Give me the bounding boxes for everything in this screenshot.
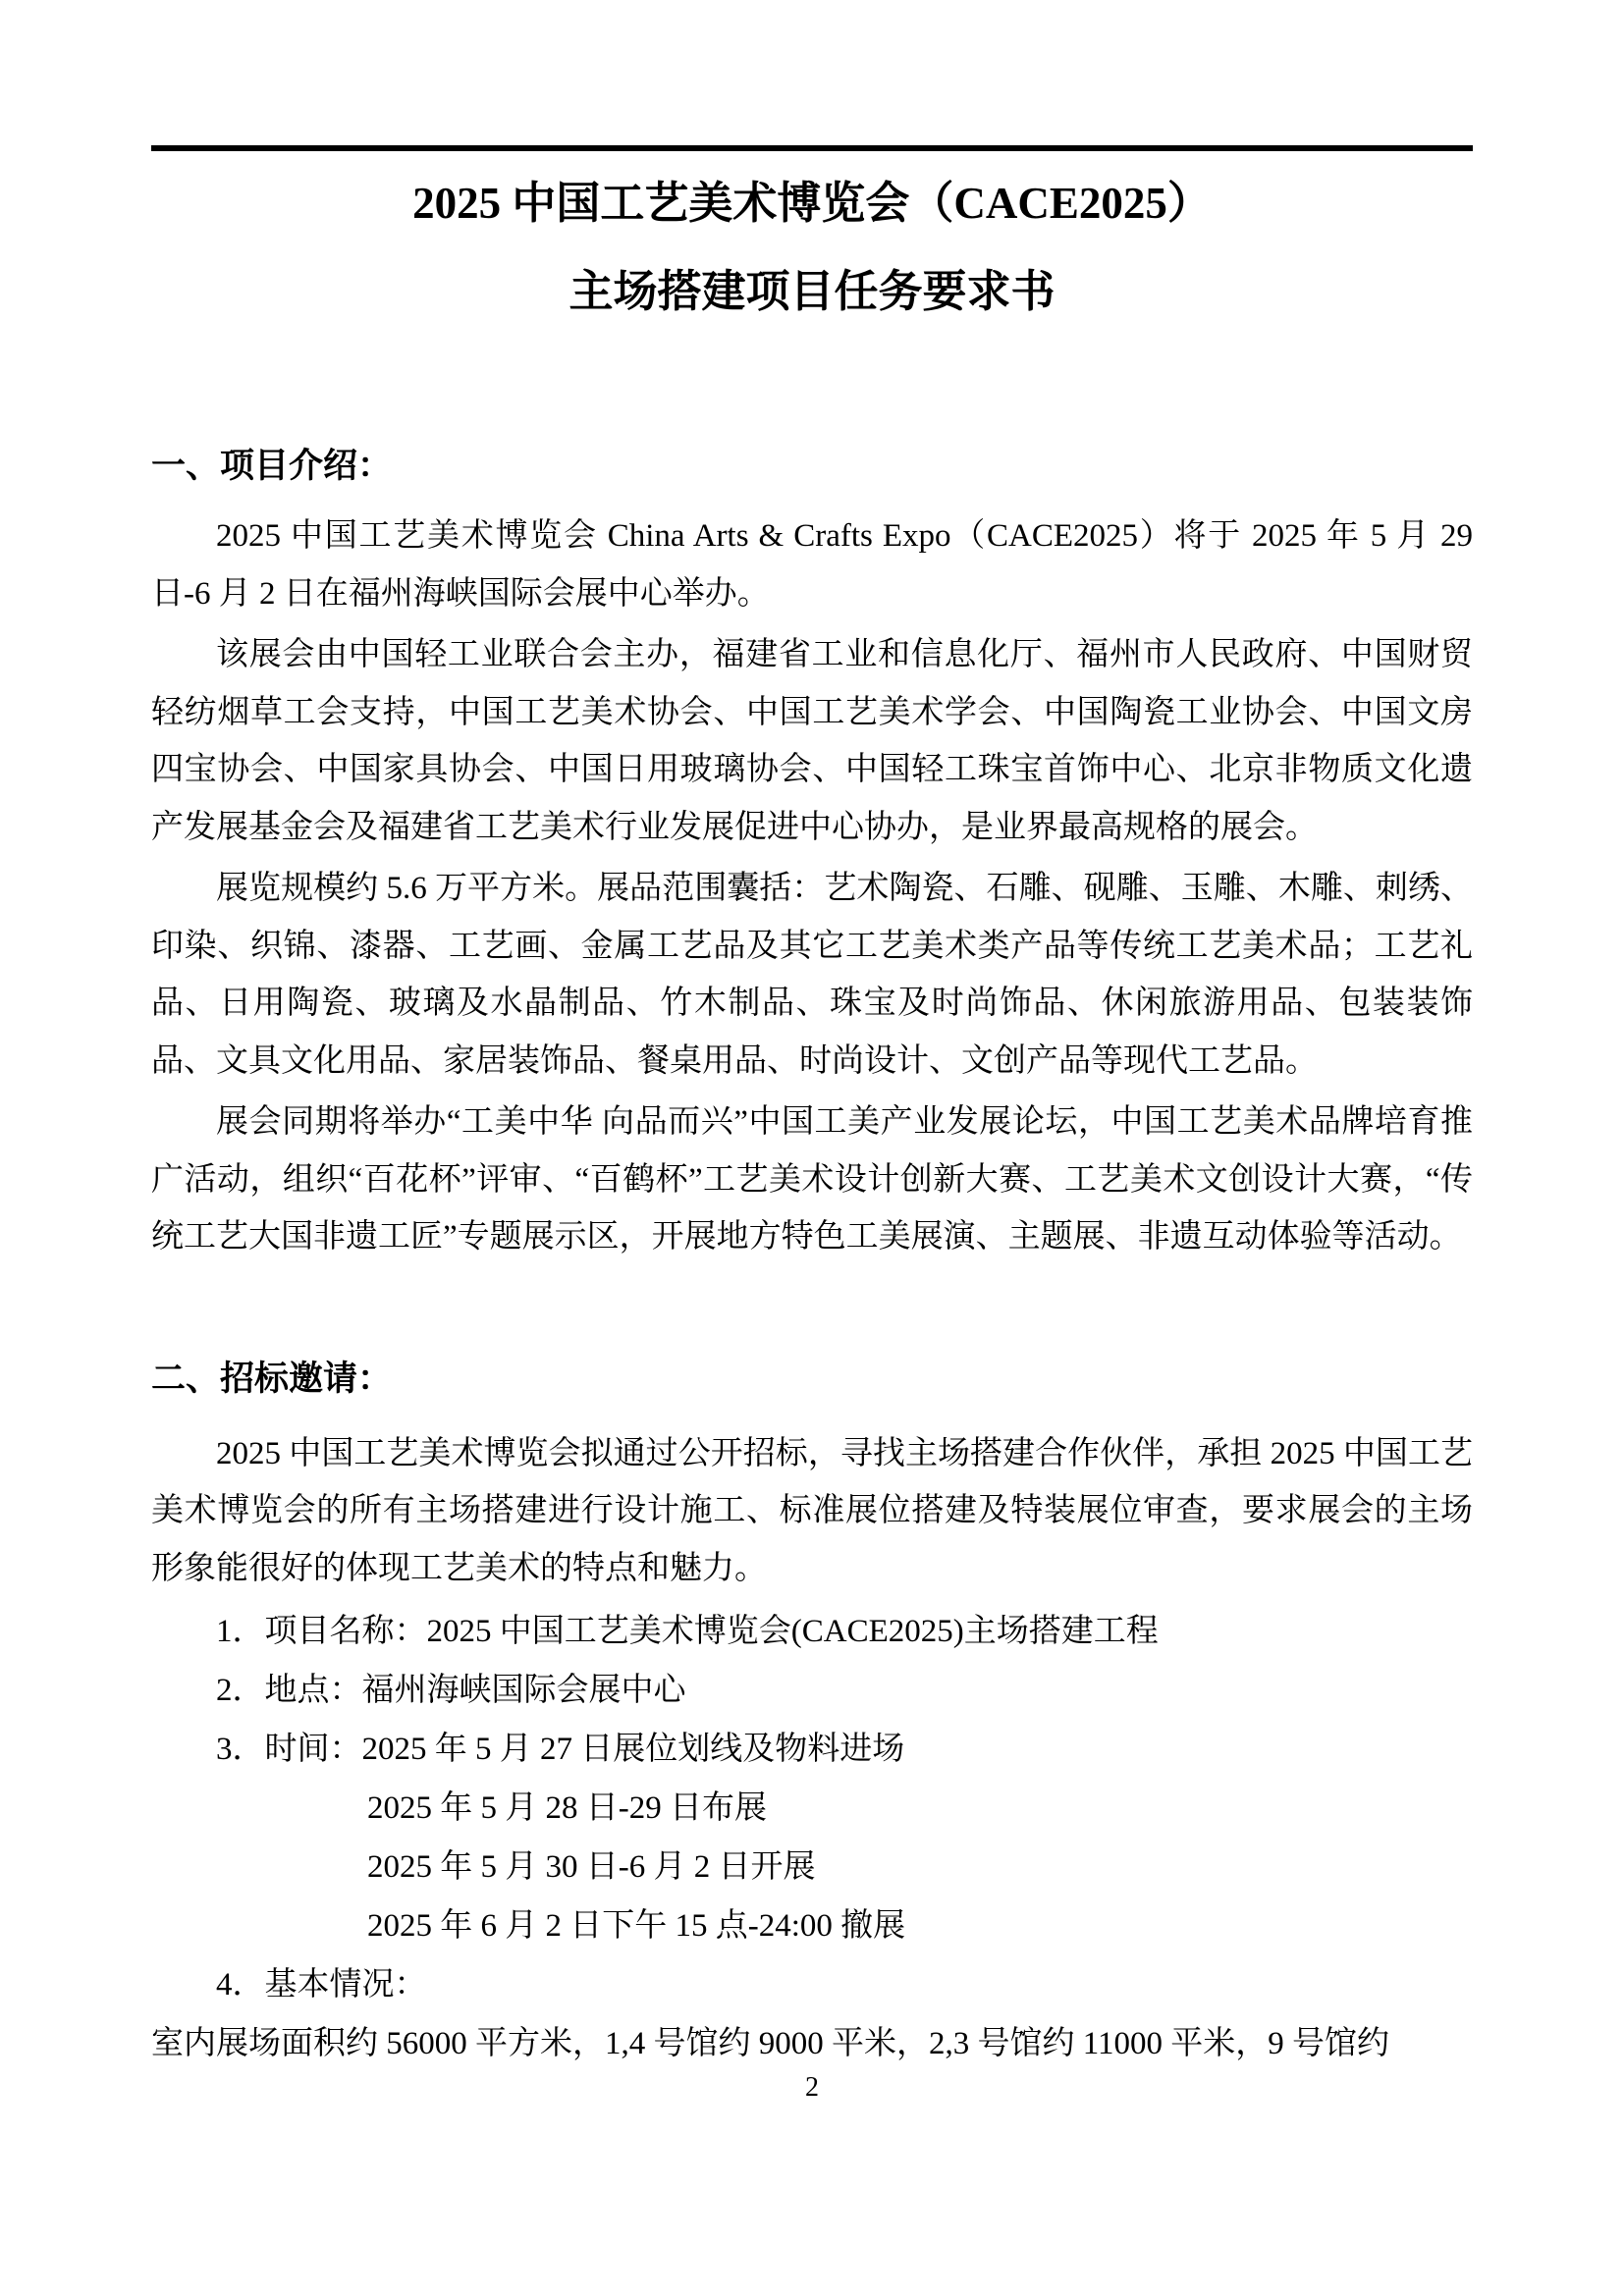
document-title-line-2: 主场搭建项目任务要求书 — [568, 267, 1056, 316]
list-item-schedule-setup: 2025 年 5 月 28 日-29 日布展 — [367, 1790, 767, 1826]
list-item-basic-info: 4．基本情况： — [216, 1967, 427, 2002]
document-title-line-1: 2025 中国工艺美术博览会（CACE2025） — [412, 179, 1212, 228]
list-item-schedule-teardown: 2025 年 6 月 2 日下午 15 点-24:00 撤展 — [367, 1908, 906, 1944]
page-number: 2 — [805, 2072, 819, 2103]
section-heading-tender-invitation: 二、招标邀请： — [151, 1359, 393, 1398]
list-item-schedule-open: 2025 年 5 月 30 日-6 月 2 日开展 — [367, 1849, 816, 1885]
list-item-location: 2．地点：福州海峡国际会展中心 — [216, 1673, 686, 1708]
paragraph-exhibit-scope: 展览规模约 5.6 万平方米。展品范围囊括：艺术陶瓷、石雕、砚雕、玉雕、木雕、刺绣、印染、织锦、漆器、工艺画、金属工艺品及其它工艺美术类产品等传统工艺美术品；工艺礼品、日用陶瓷、玻璃及水晶制品、竹木制品、珠宝及时尚饰品、休闲旅游用品、包装装饰品、文具文化用品、家居装饰品、餐桌用品、时尚设计、文创产品等现代工艺品。 — [151, 871, 1473, 1079]
paragraph-expo-dates: 2025 中国工艺美术博览会 China Arts & Crafts Expo（CACE2025）将于 2025 年 5 月 29 日-6 月 2 日在福州海峡国际会展中心举办。 — [151, 518, 1473, 612]
section-heading-project-intro: 一、项目介绍： — [151, 447, 393, 485]
list-item-project-name: 1．项目名称：2025 中国工艺美术博览会(CACE2025)主场搭建工程 — [216, 1614, 1159, 1649]
list-item-schedule: 3．时间：2025 年 5 月 27 日展位划线及物料进场 — [216, 1732, 905, 1767]
paragraph-venue-area: 室内展场面积约 56000 平方米，1,4 号馆约 9000 平米，2,3 号馆约 11000 平米，9 号馆约 — [151, 2026, 1390, 2061]
paragraph-organizers: 该展会由中国轻工业联合会主办，福建省工业和信息化厅、福州市人民政府、中国财贸轻纺烟草工会支持，中国工艺美术协会、中国工艺美术学会、中国陶瓷工业协会、中国文房四宝协会、中国家具协会、中国日用玻璃协会、中国轻工珠宝首饰中心、北京非物质文化遗产发展基金会及福建省工艺美术行业发展促进中心协办，是业界最高规格的展会。 — [151, 637, 1473, 845]
paragraph-concurrent-events: 展会同期将举办“工美中华 向品而兴”中国工美产业发展论坛，中国工艺美术品牌培育推广活动，组织“百花杯”评审、“百鹤杯”工艺美术设计创新大赛、工艺美术文创设计大赛，“传统工艺大国非遗工匠”专题展示区，开展地方特色工美展演、主题展、非遗互动体验等活动。 — [151, 1104, 1473, 1255]
paragraph-tender-intro: 2025 中国工艺美术博览会拟通过公开招标，寻找主场搭建合作伙伴，承担 2025 中国工艺美术博览会的所有主场搭建进行设计施工、标准展位搭建及特装展位审查，要求展会的主场形象能很好的体现工艺美术的特点和魅力。 — [151, 1435, 1473, 1586]
header-rule — [151, 145, 1473, 151]
